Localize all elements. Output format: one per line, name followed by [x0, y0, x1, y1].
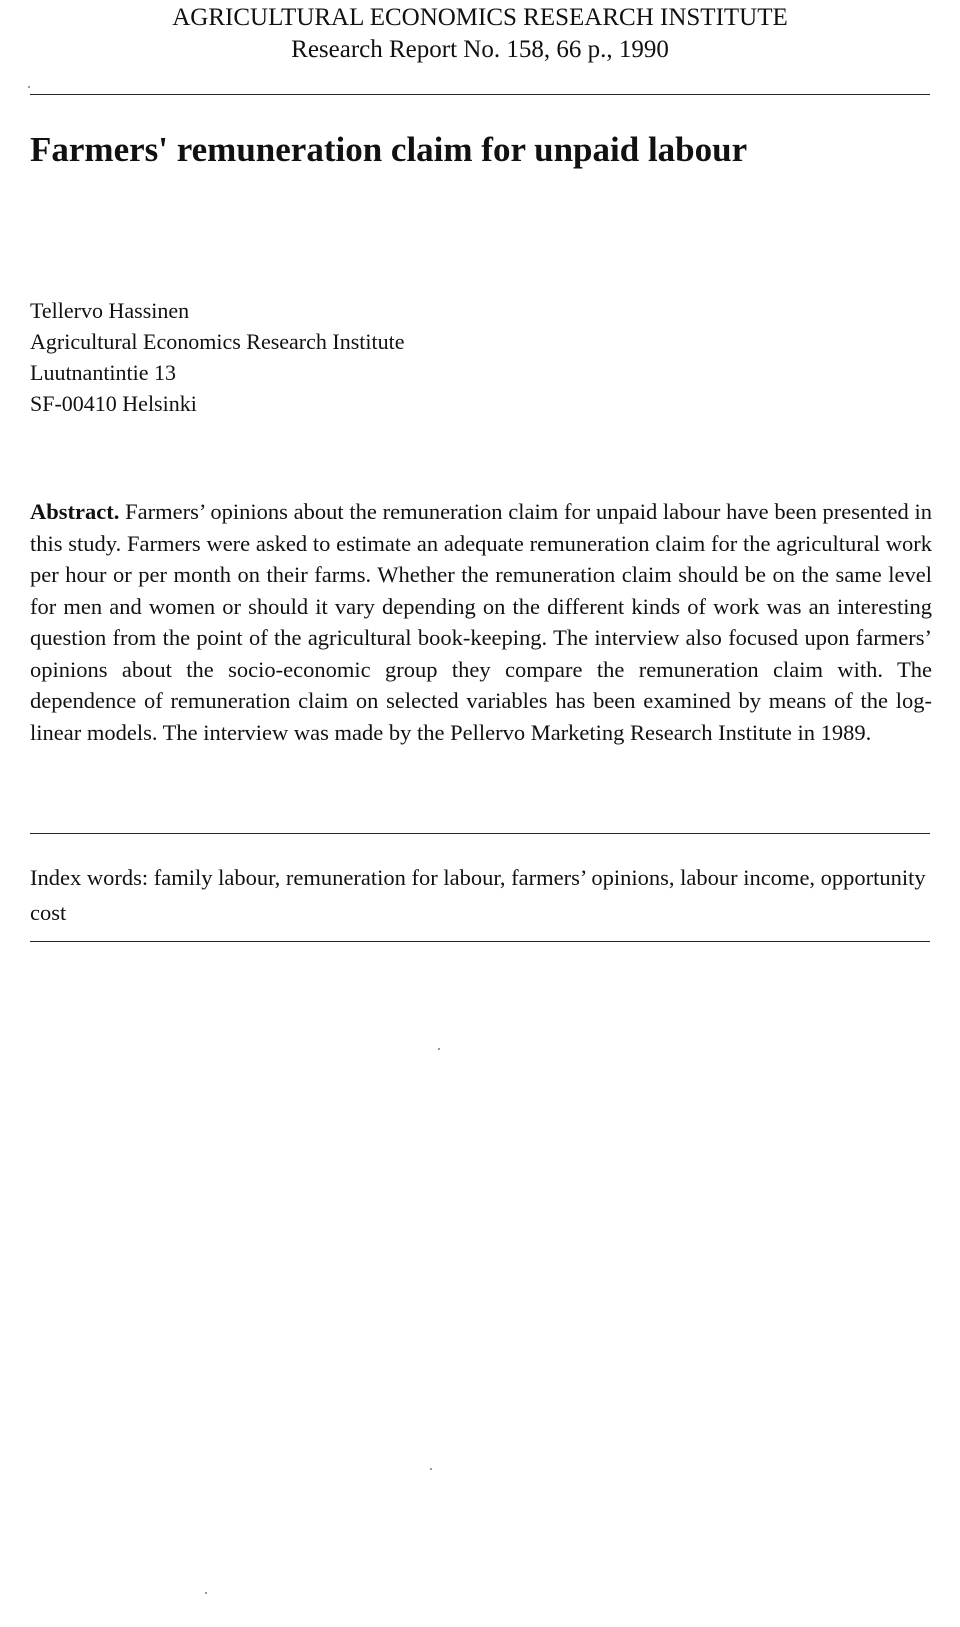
scan-speck	[430, 1468, 432, 1470]
author-name: Tellervo Hassinen	[30, 298, 190, 323]
abstract-paragraph	[30, 496, 932, 748]
index-divider	[30, 941, 930, 942]
author-address	[30, 295, 405, 419]
abstract-text: Farmers’ opinions about the remuneration claim for unpaid labour have been presented in this study. Farmers were asked to estimate an adequate remuneration claim for the agricultural work per hour or per month on their farms. Whether the remuneration claim should be on the same level for men and women or should it vary depending on the different kinds of work was an interesting question from the point of the agricultural book-keeping. The interview also focused upon farmers’ opinions about the socio-economic group they compare the remuneration claim with. The dependence of remuneration claim on selected variables has been examined by means of the log-linear models. The interview was made by the Pellervo Marketing Research Institute in 1989.	[30, 499, 933, 745]
author-organisation: Agricultural Economics Research Institute	[30, 329, 405, 354]
report-number: Research Report No. 158, 66 p., 1990	[291, 36, 669, 63]
report-header	[0, 2, 960, 66]
abstract-label: Abstract.	[30, 499, 120, 524]
author-street: Luutnantintie 13	[30, 360, 177, 385]
header-divider	[30, 94, 930, 95]
index-words: Index words: family labour, remuneration for labour, farmers’ opinions, labour income, opportunity cost	[30, 865, 926, 925]
institute-name: AGRICULTURAL ECONOMICS RESEARCH INSTITUTE	[172, 4, 788, 31]
scan-speck	[205, 1592, 207, 1594]
scan-speck	[28, 86, 30, 88]
abstract-divider	[30, 833, 930, 834]
scan-speck	[438, 1048, 440, 1050]
page-title: Farmers' remuneration claim for unpaid labour	[30, 130, 748, 169]
author-city: SF-00410 Helsinki	[30, 391, 197, 416]
